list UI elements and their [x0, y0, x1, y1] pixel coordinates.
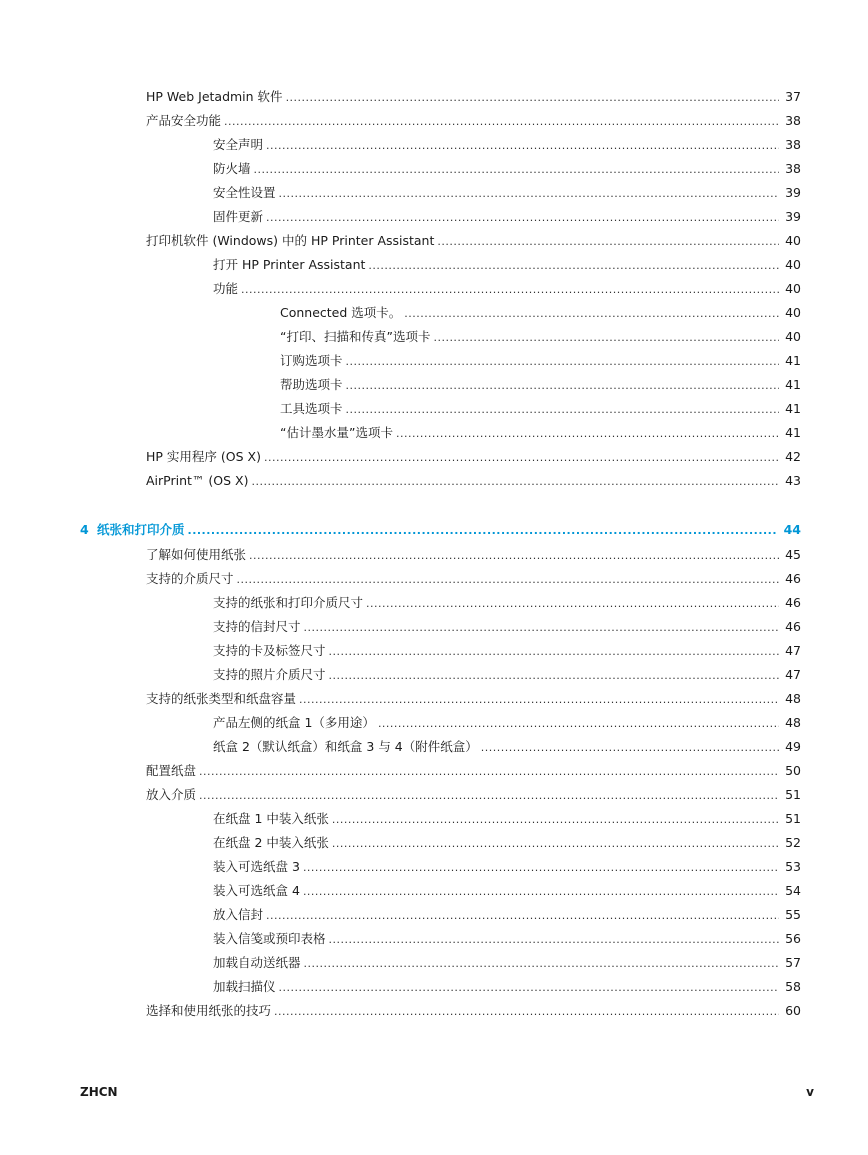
toc-page-number: 38 [785, 137, 801, 152]
toc-page-number: 51 [785, 787, 801, 802]
toc-entry-title: 装入信笺或预印表格 [213, 931, 326, 946]
toc-entry[interactable] [280, 423, 801, 443]
dot-leader [299, 689, 779, 709]
toc-entry-title: 加载自动送纸器 [213, 955, 301, 970]
footer-language-code: ZHCN [80, 1085, 118, 1099]
toc-entry-title: 装入可选纸盘 3 [213, 859, 300, 874]
dot-leader [329, 641, 780, 661]
toc-entry-title: AirPrint™ (OS X) [146, 473, 249, 488]
toc-entry[interactable] [213, 207, 801, 227]
dot-leader [251, 471, 779, 491]
toc-entry[interactable] [213, 159, 801, 179]
toc-page-number: 37 [785, 89, 801, 104]
toc-entry[interactable] [213, 977, 801, 997]
dot-leader [266, 207, 779, 227]
dot-leader [237, 569, 780, 589]
toc-entry[interactable] [213, 929, 801, 949]
toc-page-number: 45 [785, 547, 801, 562]
dot-leader [378, 713, 779, 733]
toc-entry[interactable] [146, 785, 801, 805]
dot-leader [346, 375, 780, 395]
toc-entry[interactable] [213, 905, 801, 925]
toc-page-number: 40 [785, 305, 801, 320]
toc-page-number: 39 [785, 209, 801, 224]
toc-page-number: 53 [785, 859, 801, 874]
dot-leader [366, 593, 779, 613]
toc-entry-title: 放入信封 [213, 907, 264, 922]
dot-leader [264, 447, 779, 467]
chapter-title: 纸张和打印介质 [97, 522, 185, 537]
toc-entry[interactable] [213, 833, 801, 853]
toc-entry-title: 功能 [213, 281, 239, 296]
toc-entry-title: 装入可选纸盒 4 [213, 883, 300, 898]
toc-entry-title: 防火墙 [213, 161, 251, 176]
toc-entry[interactable] [280, 399, 801, 419]
toc-page-number: 48 [785, 691, 801, 706]
toc-entry-title: 安全性设置 [213, 185, 276, 200]
dot-leader [279, 183, 780, 203]
toc-entry[interactable] [213, 135, 801, 155]
dot-leader [266, 135, 779, 155]
toc-page-number: 42 [785, 449, 801, 464]
toc-entry-title: 在纸盘 1 中装入纸张 [213, 811, 329, 826]
toc-page-number: 41 [785, 425, 801, 440]
toc-page-number: 55 [785, 907, 801, 922]
dot-leader [274, 1001, 779, 1021]
dot-leader [481, 737, 779, 757]
toc-entry[interactable] [213, 641, 801, 661]
chapter-number: 4 [80, 522, 89, 537]
toc-entry-title: “打印、扫描和传真”选项卡 [280, 329, 431, 344]
dot-leader [249, 545, 779, 565]
dot-leader [286, 87, 780, 107]
toc-entry[interactable] [280, 327, 801, 347]
toc-entry-title: 放入介质 [146, 787, 197, 802]
toc-page-number: 58 [785, 979, 801, 994]
dot-leader [329, 929, 780, 949]
toc-entry-title: 支持的介质尺寸 [146, 571, 234, 586]
toc-entry-title: 了解如何使用纸张 [146, 547, 247, 562]
dot-leader [304, 953, 780, 973]
toc-entry[interactable] [213, 665, 801, 685]
toc-page-number: 47 [785, 643, 801, 658]
chapter-heading [80, 520, 188, 540]
dot-leader [346, 399, 780, 419]
dot-leader [188, 520, 778, 540]
toc-page-number: 60 [785, 1003, 801, 1018]
toc-entry-title: 支持的纸张和打印介质尺寸 [213, 595, 364, 610]
toc-entry[interactable] [146, 231, 801, 251]
toc-page-number: 56 [785, 931, 801, 946]
dot-leader [254, 159, 780, 179]
toc-entry[interactable] [146, 545, 801, 565]
toc-entry[interactable] [280, 375, 801, 395]
toc-page-number: 41 [785, 401, 801, 416]
dot-leader [332, 809, 779, 829]
toc-page-number: 57 [785, 955, 801, 970]
toc-entry-title: Connected 选项卡。 [280, 305, 402, 320]
toc-entry[interactable] [213, 593, 801, 613]
toc-entry-title: HP Web Jetadmin 软件 [146, 89, 283, 104]
toc-entry[interactable] [280, 351, 801, 371]
toc-entry[interactable] [146, 471, 801, 491]
toc-entry-title: 帮助选项卡 [280, 377, 343, 392]
toc-page-number: 47 [785, 667, 801, 682]
toc-entry-title: 固件更新 [213, 209, 264, 224]
toc-entry[interactable] [213, 953, 801, 973]
dot-leader [346, 351, 780, 371]
dot-leader [303, 857, 779, 877]
chapter-page-number: 44 [783, 522, 801, 537]
toc-entry[interactable] [146, 569, 801, 589]
toc-entry-title: 打印机软件 (Windows) 中的 HP Printer Assistant [146, 233, 435, 248]
toc-page-number: 51 [785, 811, 801, 826]
toc-entry[interactable] [146, 111, 801, 131]
toc-entry-title: 在纸盘 2 中装入纸张 [213, 835, 329, 850]
toc-entry-title: 支持的纸张类型和纸盘容量 [146, 691, 297, 706]
dot-leader [332, 833, 779, 853]
toc-entry[interactable] [146, 689, 801, 709]
toc-entry-title: HP 实用程序 (OS X) [146, 449, 261, 464]
toc-page-number: 43 [785, 473, 801, 488]
toc-page-number: 46 [785, 571, 801, 586]
toc-entry-title: 订购选项卡 [280, 353, 343, 368]
toc-page-number: 54 [785, 883, 801, 898]
dot-leader [199, 785, 779, 805]
toc-entry[interactable] [146, 447, 801, 467]
toc-entry-title: 打开 HP Printer Assistant [213, 257, 366, 272]
dot-leader [396, 423, 779, 443]
toc-page-number: 40 [785, 233, 801, 248]
toc-entry-title: “估计墨水量”选项卡 [280, 425, 393, 440]
toc-page-number: 41 [785, 377, 801, 392]
toc-page-number: 40 [785, 281, 801, 296]
footer-page-number: v [806, 1085, 814, 1099]
toc-entry[interactable] [213, 737, 801, 757]
toc-entry[interactable] [213, 881, 801, 901]
toc-page-number: 38 [785, 161, 801, 176]
toc-entry-title: 安全声明 [213, 137, 264, 152]
toc-entry-title: 支持的卡及标签尺寸 [213, 643, 326, 658]
dot-leader [303, 881, 779, 901]
toc-page-number: 41 [785, 353, 801, 368]
toc-page-number: 48 [785, 715, 801, 730]
toc-entry[interactable] [146, 1001, 801, 1021]
dot-leader [304, 617, 780, 637]
dot-leader [368, 255, 779, 275]
dot-leader [329, 665, 780, 685]
toc-page-number: 46 [785, 595, 801, 610]
dot-leader [433, 327, 779, 347]
toc-page-number: 50 [785, 763, 801, 778]
toc-entry[interactable] [213, 857, 801, 877]
toc-page-number: 49 [785, 739, 801, 754]
dot-leader [279, 977, 780, 997]
toc-page-number: 46 [785, 619, 801, 634]
dot-leader [266, 905, 779, 925]
dot-leader [404, 303, 779, 323]
toc-entry[interactable] [280, 303, 801, 323]
toc-entry-title: 加载扫描仪 [213, 979, 276, 994]
toc-entry[interactable] [213, 183, 801, 203]
toc-entry-title: 纸盒 2（默认纸盒）和纸盒 3 与 4（附件纸盒） [213, 739, 478, 754]
dot-leader [241, 279, 779, 299]
toc-entry-title: 支持的照片介质尺寸 [213, 667, 326, 682]
toc-entry-title: 产品安全功能 [146, 113, 222, 128]
dot-leader [437, 231, 779, 251]
toc-page-number: 40 [785, 257, 801, 272]
toc-entry[interactable] [213, 279, 801, 299]
toc-page-number: 40 [785, 329, 801, 344]
toc-entry[interactable] [146, 87, 801, 107]
toc-entry[interactable] [213, 255, 801, 275]
dot-leader [199, 761, 779, 781]
toc-page-number: 52 [785, 835, 801, 850]
toc-entry-title: 选择和使用纸张的技巧 [146, 1003, 272, 1018]
toc-entry[interactable] [213, 617, 801, 637]
toc-entry[interactable] [213, 713, 801, 733]
toc-entry[interactable] [146, 761, 801, 781]
toc-page-number: 38 [785, 113, 801, 128]
toc-chapter-entry[interactable] [80, 520, 801, 540]
toc-entry[interactable] [213, 809, 801, 829]
toc-entry-title: 配置纸盘 [146, 763, 197, 778]
toc-entry-title: 工具选项卡 [280, 401, 343, 416]
toc-entry-title: 支持的信封尺寸 [213, 619, 301, 634]
toc-page-number: 39 [785, 185, 801, 200]
toc-entry-title: 产品左侧的纸盒 1（多用途） [213, 715, 375, 730]
dot-leader [224, 111, 779, 131]
